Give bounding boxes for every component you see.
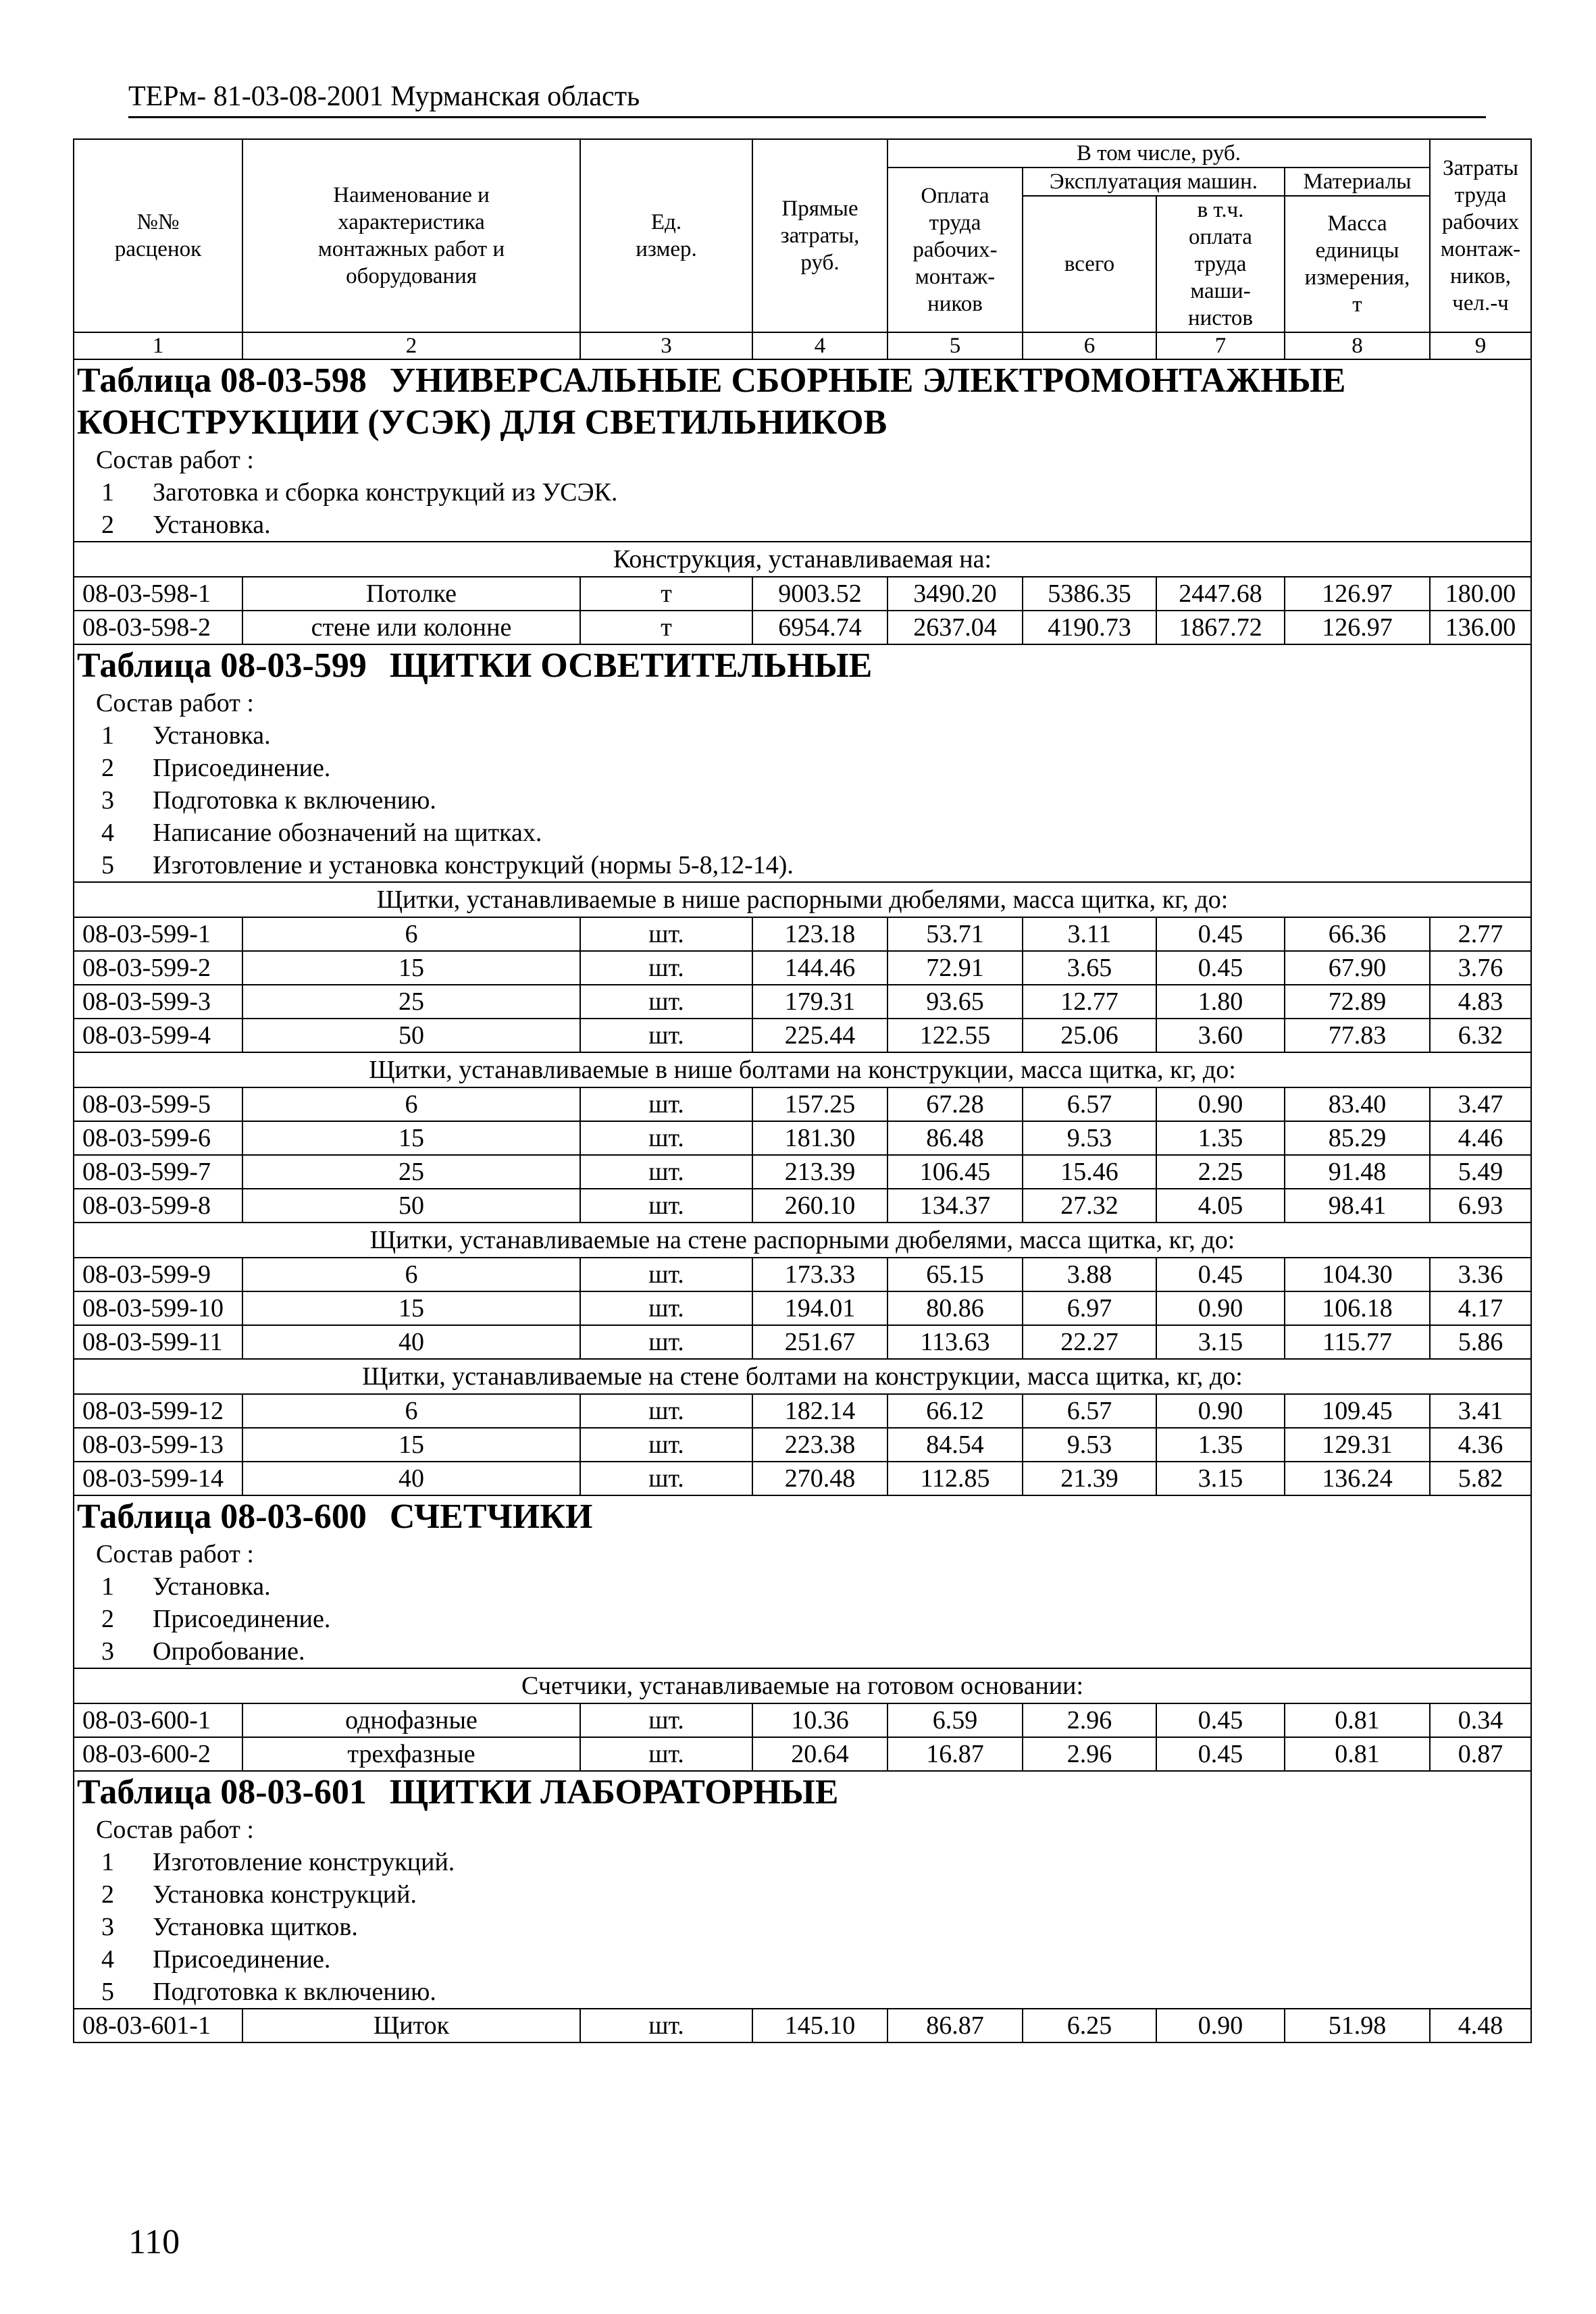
material-mass-cell: 115.77: [1285, 1325, 1430, 1359]
table-row: [74, 1019, 1531, 1052]
material-mass-cell: 136.24: [1285, 1462, 1430, 1495]
labor-hours-cell: 6.93: [1430, 1189, 1531, 1223]
subheading-row: Щитки, устанавливаемые в нише распорными дюбелями, масса щитка, кг, до:: [74, 882, 1531, 917]
material-mass-cell: 85.29: [1285, 1121, 1430, 1155]
col-number: 9: [1430, 332, 1531, 359]
direct-costs-cell: 179.31: [752, 985, 887, 1019]
unit-cell: шт.: [580, 917, 752, 951]
labor-hours-cell: 4.48: [1430, 2009, 1531, 2042]
col-number: 7: [1156, 332, 1285, 359]
machines-total-cell: 2.96: [1023, 1737, 1156, 1771]
col-number: 1: [74, 332, 242, 359]
worker-wages-cell: 80.86: [887, 1291, 1023, 1325]
work-item: 2 Установка конструкций.: [101, 1880, 417, 1909]
work-name-cell: 6: [242, 1258, 580, 1291]
work-name-cell: Щиток: [242, 2009, 580, 2042]
labor-hours-cell: 2.77: [1430, 917, 1531, 951]
work-name-cell: трехфазные: [242, 1737, 580, 1771]
work-name-cell: 6: [242, 1087, 580, 1121]
rate-code-cell: 08-03-599-9: [74, 1258, 242, 1291]
work-item: 5 Изготовление и установка конструкций (нормы 5-8,12-14).: [101, 851, 794, 879]
direct-costs-cell: 251.67: [752, 1325, 887, 1359]
machinist-wages-cell: 1.35: [1156, 1121, 1285, 1155]
unit-cell: шт.: [580, 1258, 752, 1291]
machines-total-cell: 3.88: [1023, 1258, 1156, 1291]
labor-hours-cell: 4.36: [1430, 1428, 1531, 1462]
table-598-title: Таблица 08-03-598 УНИВЕРСАЛЬНЫЕ СБОРНЫЕ ЭЛЕКТРОМОНТАЖНЫЕ КОНСТРУКЦИИ (УСЭК) ДЛЯ СВЕТИЛЬНИКОВ: [77, 361, 1346, 442]
direct-costs-cell: 144.46: [752, 951, 887, 985]
table-row: [74, 1703, 1531, 1737]
unit-cell: т: [580, 611, 752, 644]
work-item: 2 Присоединение.: [101, 1605, 331, 1633]
table-row: [74, 2009, 1531, 2042]
unit-cell: шт.: [580, 1019, 752, 1052]
material-mass-cell: 0.81: [1285, 1737, 1430, 1771]
page-header: ТЕРм- 81-03-08-2001 Мурманская область: [128, 80, 1486, 118]
material-mass-cell: 51.98: [1285, 2009, 1430, 2042]
unit-cell: шт.: [580, 1121, 752, 1155]
col-machines-header: Эксплуатация машин.: [1023, 168, 1285, 196]
table-600-block: [74, 1495, 1531, 1668]
direct-costs-cell: 173.33: [752, 1258, 887, 1291]
worker-wages-cell: 93.65: [887, 985, 1023, 1019]
unit-cell: шт.: [580, 951, 752, 985]
machinist-wages-cell: 2447.68: [1156, 577, 1285, 611]
unit-cell: шт.: [580, 985, 752, 1019]
table-row: [74, 1121, 1531, 1155]
rate-code-cell: 08-03-599-8: [74, 1189, 242, 1223]
material-mass-cell: 83.40: [1285, 1087, 1430, 1121]
subheading-row: Щитки, устанавливаемые в нише болтами на конструкции, масса щитка, кг, до:: [74, 1052, 1531, 1087]
table-600-title: Таблица 08-03-600 СЧЕТЧИКИ: [77, 1497, 593, 1536]
work-name-cell: Потолке: [242, 577, 580, 611]
material-mass-cell: 104.30: [1285, 1258, 1430, 1291]
unit-cell: шт.: [580, 1428, 752, 1462]
machines-total-cell: 25.06: [1023, 1019, 1156, 1052]
work-name-cell: однофазные: [242, 1703, 580, 1737]
rate-code-cell: 08-03-599-5: [74, 1087, 242, 1121]
rate-code-cell: 08-03-598-2: [74, 611, 242, 644]
worker-wages-cell: 53.71: [887, 917, 1023, 951]
work-name-cell: 25: [242, 1155, 580, 1189]
labor-hours-cell: 3.41: [1430, 1394, 1531, 1428]
table-row: [74, 1155, 1531, 1189]
direct-costs-cell: 157.25: [752, 1087, 887, 1121]
machines-total-cell: 9.53: [1023, 1121, 1156, 1155]
work-list: [74, 719, 1530, 881]
table-row: [74, 611, 1531, 644]
machinist-wages-cell: 0.45: [1156, 1703, 1285, 1737]
table-row: [74, 1325, 1531, 1359]
table-row: [74, 1737, 1531, 1771]
work-list: [74, 1570, 1530, 1668]
rate-code-cell: 08-03-599-7: [74, 1155, 242, 1189]
worker-wages-cell: 84.54: [887, 1428, 1023, 1462]
machinist-wages-cell: 3.15: [1156, 1325, 1285, 1359]
table-601-title: Таблица 08-03-601 ЩИТКИ ЛАБОРАТОРНЫЕ: [77, 1773, 839, 1811]
machinist-wages-cell: 0.45: [1156, 1258, 1285, 1291]
work-name-cell: 40: [242, 1325, 580, 1359]
direct-costs-cell: 123.18: [752, 917, 887, 951]
machinist-wages-cell: 0.45: [1156, 917, 1285, 951]
subheading-row: Конструкция, устанавливаемая на:: [74, 542, 1531, 577]
material-mass-cell: 126.97: [1285, 611, 1430, 644]
worker-wages-cell: 86.87: [887, 2009, 1023, 2042]
unit-cell: шт.: [580, 1394, 752, 1428]
subheading-row: Счетчики, устанавливаемые на готовом основании:: [74, 1668, 1531, 1703]
rates-table: [73, 138, 1532, 2043]
col-number: 3: [580, 332, 752, 359]
work-item: 1 Заготовка и сборка конструкций из УСЭК.: [101, 478, 618, 507]
col-number: 4: [752, 332, 887, 359]
worker-wages-cell: 6.59: [887, 1703, 1023, 1737]
work-item: 2 Установка.: [101, 511, 271, 539]
work-name-cell: 40: [242, 1462, 580, 1495]
rate-code-cell: 08-03-599-2: [74, 951, 242, 985]
work-item: 5 Подготовка к включению.: [101, 1978, 436, 2006]
direct-costs-cell: 145.10: [752, 2009, 887, 2042]
rate-code-cell: 08-03-599-13: [74, 1428, 242, 1462]
work-item: 1 Установка.: [101, 721, 271, 750]
machines-total-cell: 2.96: [1023, 1703, 1156, 1737]
rate-code-cell: 08-03-599-1: [74, 917, 242, 951]
table-row: [74, 1291, 1531, 1325]
machinist-wages-cell: 0.90: [1156, 1394, 1285, 1428]
col-mass-header: Масса единицы измерения, т: [1285, 196, 1430, 332]
direct-costs-cell: 182.14: [752, 1394, 887, 1428]
col-machinist-wage-header: в т.ч. оплата труда маши- нистов: [1156, 196, 1285, 332]
rate-code-cell: 08-03-599-10: [74, 1291, 242, 1325]
labor-hours-cell: 136.00: [1430, 611, 1531, 644]
col-number: 6: [1023, 332, 1156, 359]
material-mass-cell: 66.36: [1285, 917, 1430, 951]
col-machines-total-header: всего: [1023, 196, 1156, 332]
work-item: 2 Присоединение.: [101, 754, 331, 782]
direct-costs-cell: 260.10: [752, 1189, 887, 1223]
material-mass-cell: 67.90: [1285, 951, 1430, 985]
sostav-label: Состав работ :: [96, 1816, 254, 1844]
work-name-cell: 50: [242, 1189, 580, 1223]
direct-costs-cell: 9003.52: [752, 577, 887, 611]
col-name-header: Наименование и характеристика монтажных работ и оборудования: [242, 139, 580, 332]
table-row: [74, 1462, 1531, 1495]
unit-cell: шт.: [580, 1703, 752, 1737]
machines-total-cell: 6.57: [1023, 1087, 1156, 1121]
rate-code-cell: 08-03-599-14: [74, 1462, 242, 1495]
machines-total-cell: 6.57: [1023, 1394, 1156, 1428]
labor-hours-cell: 180.00: [1430, 577, 1531, 611]
unit-cell: шт.: [580, 1291, 752, 1325]
machinist-wages-cell: 3.15: [1156, 1462, 1285, 1495]
work-item: 4 Написание обозначений на щитках.: [101, 819, 542, 847]
material-mass-cell: 126.97: [1285, 577, 1430, 611]
labor-hours-cell: 0.87: [1430, 1737, 1531, 1771]
machines-total-cell: 9.53: [1023, 1428, 1156, 1462]
unit-cell: шт.: [580, 1189, 752, 1223]
worker-wages-cell: 67.28: [887, 1087, 1023, 1121]
rate-code-cell: 08-03-599-11: [74, 1325, 242, 1359]
rate-code-cell: 08-03-601-1: [74, 2009, 242, 2042]
rate-code-cell: 08-03-599-3: [74, 985, 242, 1019]
machinist-wages-cell: 3.60: [1156, 1019, 1285, 1052]
worker-wages-cell: 86.48: [887, 1121, 1023, 1155]
material-mass-cell: 106.18: [1285, 1291, 1430, 1325]
work-list: [74, 1846, 1530, 2008]
material-mass-cell: 0.81: [1285, 1703, 1430, 1737]
labor-hours-cell: 5.82: [1430, 1462, 1531, 1495]
work-name-cell: 6: [242, 1394, 580, 1428]
labor-hours-cell: 5.86: [1430, 1325, 1531, 1359]
col-number: 8: [1285, 332, 1430, 359]
col-materials-header: Материалы: [1285, 168, 1430, 196]
subheading-row: Щитки, устанавливаемые на стене болтами на конструкции, масса щитка, кг, до:: [74, 1359, 1531, 1394]
unit-cell: шт.: [580, 1737, 752, 1771]
col-code-header: №№ расценок: [74, 139, 242, 332]
rate-code-cell: 08-03-599-12: [74, 1394, 242, 1428]
machinist-wages-cell: 0.45: [1156, 1737, 1285, 1771]
machines-total-cell: 22.27: [1023, 1325, 1156, 1359]
work-item: 1 Установка.: [101, 1572, 271, 1601]
direct-costs-cell: 213.39: [752, 1155, 887, 1189]
table-row: [74, 577, 1531, 611]
table-row: [74, 1394, 1531, 1428]
material-mass-cell: 91.48: [1285, 1155, 1430, 1189]
worker-wages-cell: 112.85: [887, 1462, 1023, 1495]
material-mass-cell: 72.89: [1285, 985, 1430, 1019]
unit-cell: шт.: [580, 1155, 752, 1189]
material-mass-cell: 129.31: [1285, 1428, 1430, 1462]
machines-total-cell: 3.65: [1023, 951, 1156, 985]
table-row: [74, 1428, 1531, 1462]
unit-cell: шт.: [580, 2009, 752, 2042]
work-item: 3 Установка щитков.: [101, 1913, 358, 1941]
labor-hours-cell: 4.83: [1430, 985, 1531, 1019]
labor-hours-cell: 6.32: [1430, 1019, 1531, 1052]
work-name-cell: 15: [242, 1428, 580, 1462]
machines-total-cell: 12.77: [1023, 985, 1156, 1019]
rate-code-cell: 08-03-598-1: [74, 577, 242, 611]
worker-wages-cell: 134.37: [887, 1189, 1023, 1223]
col-direct-header: Прямые затраты, руб.: [752, 139, 887, 332]
machinist-wages-cell: 0.90: [1156, 2009, 1285, 2042]
labor-hours-cell: 3.76: [1430, 951, 1531, 985]
labor-hours-cell: 3.36: [1430, 1258, 1531, 1291]
worker-wages-cell: 122.55: [887, 1019, 1023, 1052]
subheading-row: Щитки, устанавливаемые на стене распорными дюбелями, масса щитка, кг, до:: [74, 1223, 1531, 1258]
worker-wages-cell: 113.63: [887, 1325, 1023, 1359]
material-mass-cell: 98.41: [1285, 1189, 1430, 1223]
worker-wages-cell: 106.45: [887, 1155, 1023, 1189]
col-wage-header: Оплата труда рабочих- монтаж- ников: [887, 168, 1023, 332]
labor-hours-cell: 4.46: [1430, 1121, 1531, 1155]
labor-hours-cell: 5.49: [1430, 1155, 1531, 1189]
direct-costs-cell: 6954.74: [752, 611, 887, 644]
material-mass-cell: 77.83: [1285, 1019, 1430, 1052]
work-name-cell: 15: [242, 1291, 580, 1325]
table-row: [74, 1189, 1531, 1223]
table-row: [74, 985, 1531, 1019]
machinist-wages-cell: 0.45: [1156, 951, 1285, 985]
direct-costs-cell: 20.64: [752, 1737, 887, 1771]
col-number: 5: [887, 332, 1023, 359]
sostav-label: Состав работ :: [96, 1540, 254, 1568]
material-mass-cell: 109.45: [1285, 1394, 1430, 1428]
machines-total-cell: 15.46: [1023, 1155, 1156, 1189]
unit-cell: шт.: [580, 1462, 752, 1495]
machinist-wages-cell: 0.90: [1156, 1291, 1285, 1325]
machines-total-cell: 3.11: [1023, 917, 1156, 951]
machines-total-cell: 6.25: [1023, 2009, 1156, 2042]
rate-code-cell: 08-03-600-1: [74, 1703, 242, 1737]
table-row: [74, 1258, 1531, 1291]
work-name-cell: 15: [242, 951, 580, 985]
machines-total-cell: 5386.35: [1023, 577, 1156, 611]
machinist-wages-cell: 1.35: [1156, 1428, 1285, 1462]
machinist-wages-cell: 1867.72: [1156, 611, 1285, 644]
unit-cell: т: [580, 577, 752, 611]
table-599-title: Таблица 08-03-599 ЩИТКИ ОСВЕТИТЕЛЬНЫЕ: [77, 646, 873, 685]
work-list: [74, 476, 1530, 541]
machines-total-cell: 6.97: [1023, 1291, 1156, 1325]
rate-code-cell: 08-03-599-4: [74, 1019, 242, 1052]
table-598-block: [74, 359, 1531, 542]
work-name-cell: 50: [242, 1019, 580, 1052]
labor-hours-cell: 0.34: [1430, 1703, 1531, 1737]
labor-hours-cell: 3.47: [1430, 1087, 1531, 1121]
labor-hours-cell: 4.17: [1430, 1291, 1531, 1325]
table-row: [74, 917, 1531, 951]
machinist-wages-cell: 2.25: [1156, 1155, 1285, 1189]
work-item: 3 Опробование.: [101, 1637, 305, 1666]
work-item: 4 Присоединение.: [101, 1945, 331, 1974]
unit-cell: шт.: [580, 1325, 752, 1359]
col-number: 2: [242, 332, 580, 359]
worker-wages-cell: 3490.20: [887, 577, 1023, 611]
table-599-block: [74, 644, 1531, 882]
header-row-1: [74, 139, 1531, 168]
direct-costs-cell: 270.48: [752, 1462, 887, 1495]
machinist-wages-cell: 1.80: [1156, 985, 1285, 1019]
work-name-cell: 15: [242, 1121, 580, 1155]
rate-code-cell: 08-03-599-6: [74, 1121, 242, 1155]
unit-cell: шт.: [580, 1087, 752, 1121]
direct-costs-cell: 225.44: [752, 1019, 887, 1052]
sostav-label: Состав работ :: [96, 689, 254, 717]
worker-wages-cell: 66.12: [887, 1394, 1023, 1428]
direct-costs-cell: 194.01: [752, 1291, 887, 1325]
direct-costs-cell: 10.36: [752, 1703, 887, 1737]
direct-costs-cell: 223.38: [752, 1428, 887, 1462]
work-item: 3 Подготовка к включению.: [101, 786, 436, 815]
machines-total-cell: 21.39: [1023, 1462, 1156, 1495]
machines-total-cell: 4190.73: [1023, 611, 1156, 644]
machines-total-cell: 27.32: [1023, 1189, 1156, 1223]
worker-wages-cell: 65.15: [887, 1258, 1023, 1291]
work-name-cell: 25: [242, 985, 580, 1019]
work-name-cell: 6: [242, 917, 580, 951]
table-row: [74, 951, 1531, 985]
col-group-header: В том числе, руб.: [887, 139, 1430, 168]
worker-wages-cell: 16.87: [887, 1737, 1023, 1771]
column-numbers-row: [74, 332, 1531, 359]
table-601-block: [74, 1771, 1531, 2009]
machinist-wages-cell: 4.05: [1156, 1189, 1285, 1223]
col-unit-header: Ед. измер.: [580, 139, 752, 332]
work-item: 1 Изготовление конструкций.: [101, 1848, 455, 1876]
work-name-cell: стене или колонне: [242, 611, 580, 644]
page-number: 110: [128, 2223, 180, 2261]
worker-wages-cell: 72.91: [887, 951, 1023, 985]
table-row: [74, 1087, 1531, 1121]
machinist-wages-cell: 0.90: [1156, 1087, 1285, 1121]
sostav-label: Состав работ :: [96, 446, 254, 474]
worker-wages-cell: 2637.04: [887, 611, 1023, 644]
rate-code-cell: 08-03-600-2: [74, 1737, 242, 1771]
direct-costs-cell: 181.30: [752, 1121, 887, 1155]
col-labor-header: Затраты труда рабочих монтаж- ников, чел.-ч: [1430, 139, 1531, 332]
